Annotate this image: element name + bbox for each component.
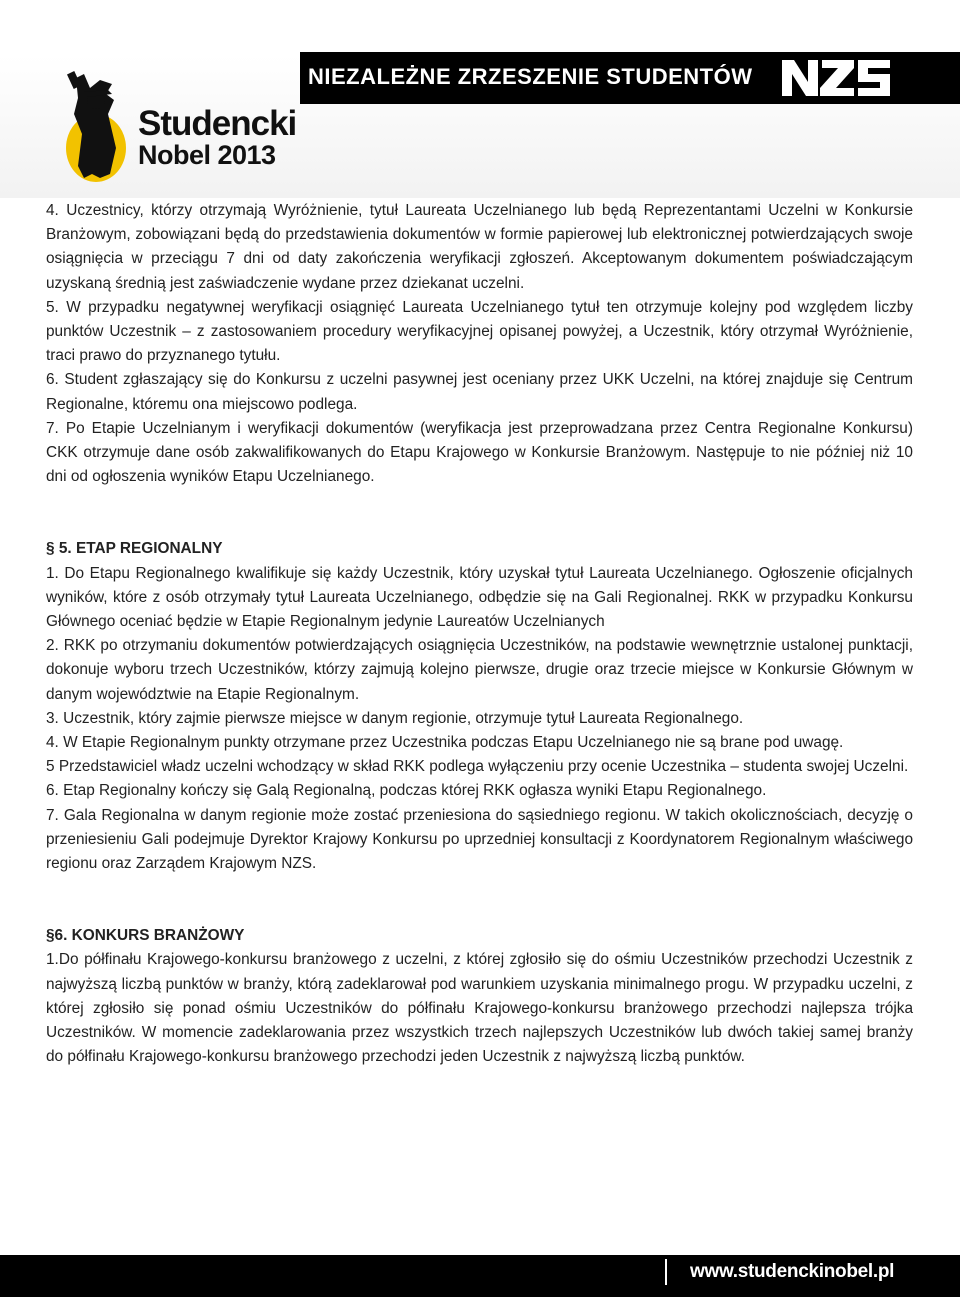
logo-title-line1: Studencki (138, 104, 297, 143)
paragraph-5: 5. W przypadku negatywnej weryfikacji osiągnięć Laureata Uczelnianego tytuł ten otrzymuje kolejny pod względem liczby punktów Uczestnik – z zastosowaniem procedury weryfikacyjnej opisanej powyżej, a Uczestnik, który otrzymał Wyróżnienie, traci prawo do przyznanego tytułu. (46, 298, 913, 365)
section-5-heading: § 5. ETAP REGIONALNY (46, 540, 223, 558)
section-spacer (46, 876, 913, 924)
graduate-logo-icon (56, 70, 140, 182)
section-5-item-3: 3. Uczestnik, który zajmie pierwsze miejsce w danym regionie, otrzymuje tytuł Laureata Regionalnego. (46, 709, 744, 727)
section-6-heading: §6. KONKURS BRANŻOWY (46, 927, 245, 945)
org-name: NIEZALEŻNE ZRZESZENIE STUDENTÓW (308, 64, 753, 89)
section-5-item-7: 7. Gala Regionalna w danym regionie może zostać przeniesiona do sąsiedniego regionu. W takich okolicznościach, decyzję o przeniesieniu Gali podejmuje Dyrektor Krajowy Konkursu po uprzedniej konsultacji z Koordynatorem Regionalnym właściwego regionu oraz Zarządem Krajowym NZS. (46, 806, 913, 873)
nzs-logo-icon (780, 58, 892, 98)
paragraph-4: 4. Uczestnicy, którzy otrzymają Wyróżnienie, tytuł Laureata Uczelnianego lub będą Reprezentantami Uczelni w Konkursie Branżowym, zobowiązani będą do przedstawienia dokumentów w formie papierowej lub elektronicznej potwierdzających swoje osiągnięcia w przeciągu 7 dni od daty zakończenia weryfikacji zgłoszeń. Akceptowanym dokumentem poświadczającym uzyskaną średnią jest zaświadczenie wydane przez dziekanat uczelni. (46, 202, 913, 292)
footer-divider (665, 1259, 667, 1285)
section-5-item-6: 6. Etap Regionalny kończy się Galą Regionalną, podczas której RKK ogłasza wyniki Etapu Regionalnego. (46, 782, 767, 800)
paragraph-7: 7. Po Etapie Uczelnianym i weryfikacji dokumentów (weryfikacja jest przeprowadzana przez Centra Regionalne Konkursu) CKK otrzymuje dane osób zakwalifikowanych do Etapu Krajowego w Konkursie Branżowym. Następuje to nie później niż 10 dni od ogłoszenia wyników Etapu Uczelnianego. (46, 419, 913, 486)
paragraph-6: 6. Student zgłaszający się do Konkursu z uczelni pasywnej jest oceniany przez UKK Uczelni, na której znajduje się Centrum Regionalne, któremu ona miejscowo podlega. (46, 371, 913, 413)
section-5-item-5: 5 Przedstawiciel władz uczelni wchodzący w skład RKK podlega wyłączeniu przy ocenie Uczestnika – studenta swojej Uczelni. (46, 758, 909, 776)
section-6-item-1: 1.Do półfinału Krajowego-konkursu branżowego z uczelni, z której zgłosiło się do ośmiu Uczestników przechodzi Uczestnik z najwyższą liczbą punktów w branży, którą zadeklarował pod warunkiem uzyskania minimalnego progu. W przypadku uczelni, z której zgłosiło się ponad ośmiu Uczestników do półfinału Krajowego-konkursu branżowego przechodzi najlepsza trójka Uczestników. W momencie zadeklarowania przez wszystkich trzech najlepszych Uczestników lub dwóch takiej samej branży do półfinału Krajowego-konkursu branżowego przechodzi jeden Uczestnik z najwyższą liczbą punktów. (46, 951, 913, 1066)
section-5-item-2: 2. RKK po otrzymaniu dokumentów potwierdzających osiągnięcia Uczestników, na podstawie wewnętrznie ustalonej punktacji, dokonuje wyboru trzech Uczestników, którzy zajmują kolejno pierwsze, drugie oraz trzecie miejsce w Konkursie Głównym w danym województwie na Etapie Regionalnym. (46, 637, 913, 703)
footer-url-link[interactable]: www.studenckinobel.pl (690, 1261, 895, 1282)
section-spacer (46, 489, 913, 537)
section-5-item-4: 4. W Etapie Regionalnym punkty otrzymane przez Uczestnika podczas Etapu Uczelnianego nie są brane pod uwagę. (46, 734, 844, 752)
section-5-item-1: 1. Do Etapu Regionalnego kwalifikuje się każdy Uczestnik, który uzyskał tytuł Laureata Uczelnianego. Ogłoszenie oficjalnych wyników, które z osób otrzymały tytuł Laureata Uczelnianego, odbędzie się na Gali Regionalnej. RKK w przypadku Konkursu Głównego oceniać będzie w Etapie Regionalnym jedynie Laureatów Uczelnianych (46, 564, 913, 631)
logo-title-line2: Nobel 2013 (138, 140, 276, 170)
document-body (46, 199, 913, 1070)
